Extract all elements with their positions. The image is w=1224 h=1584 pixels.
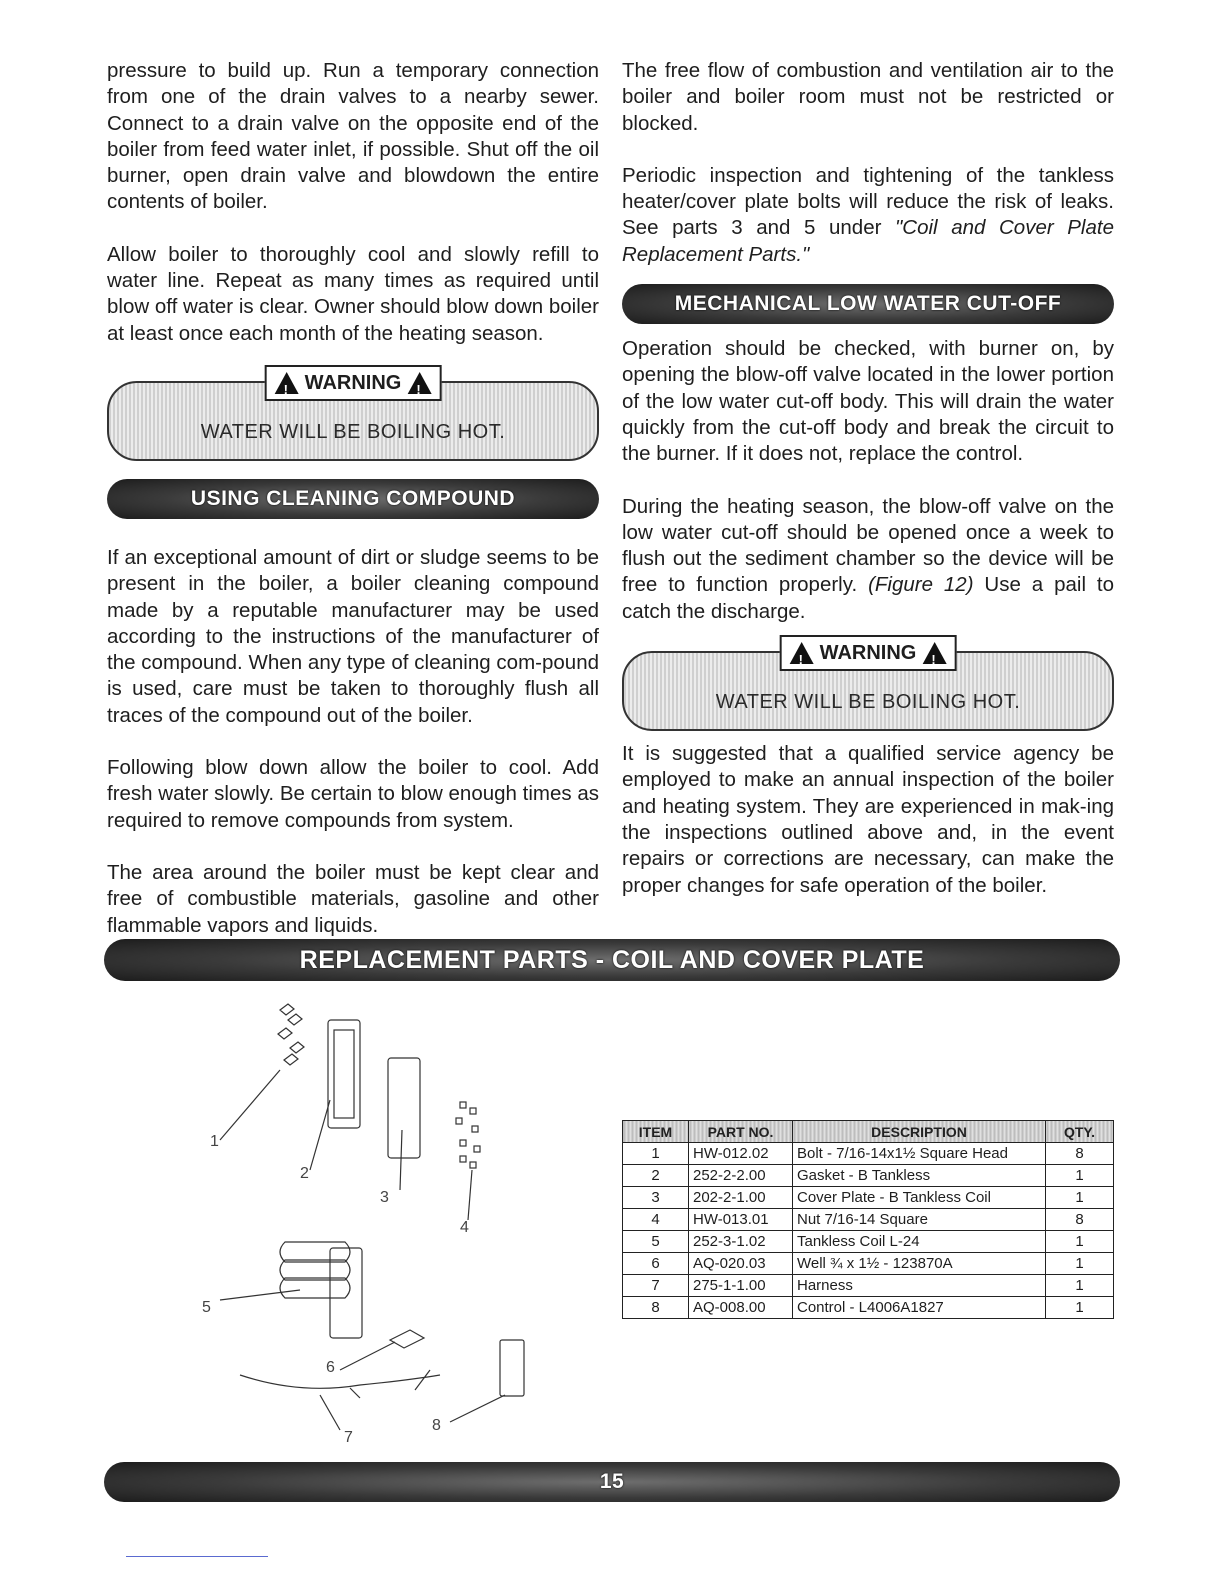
- bolts-icon: [278, 1004, 304, 1065]
- warning-triangle-icon: [790, 642, 814, 664]
- diagram-label: 8: [432, 1417, 441, 1434]
- diagram-label: 5: [202, 1299, 211, 1316]
- col-header-qty: QTY.: [1046, 1121, 1114, 1143]
- table-row: 5 252-3-1.02 Tankless Coil L-24 1: [623, 1231, 1114, 1253]
- divider: [126, 1556, 268, 1557]
- paragraph: It is suggested that a qualified service agency be employed to make an annual inspection of the boiler and heating system. They are experienced in mak-ing the inspections outlined above and, in the event repairs or corrections are necessary, can make the proper changes for safe operation of the boiler.: [622, 742, 1114, 897]
- tankless-coil-icon: [280, 1242, 362, 1338]
- col-header-item: ITEM: [623, 1121, 689, 1143]
- diagram-label: 7: [344, 1429, 353, 1446]
- table-row: 2 252-2-2.00 Gasket - B Tankless 1: [623, 1165, 1114, 1187]
- section-banner-replacement-parts: REPLACEMENT PARTS - COIL AND COVER PLATE: [104, 939, 1120, 981]
- harness-icon: [240, 1370, 440, 1398]
- paragraph: The area around the boiler must be kept clear and free of combustible materials, gasoline and other flammable vapors and liquids.: [107, 860, 599, 937]
- parts-table: [622, 1120, 1114, 1319]
- paragraph: pressure to build up. Run a temporary connection from one of the drain valves to a nearby sewer. Connect to a drain valve on the opposite end of the boiler from feed water inlet, if possible. Shut off the oil burner, open drain valve and blowdown the entire contents of boiler.: [107, 59, 599, 214]
- table-row: 4 HW-013.01 Nut 7/16-14 Square 8: [623, 1209, 1114, 1231]
- warning-triangle-icon: [922, 642, 946, 664]
- table-row: 6 AQ-020.03 Well ¾ x 1½ - 123870A 1: [623, 1253, 1114, 1275]
- warning-text: WATER WILL BE BOILING HOT.: [715, 690, 1021, 713]
- control-icon: [500, 1340, 524, 1396]
- diagram-label: 2: [300, 1165, 309, 1182]
- paragraph: Allow boiler to thoroughly cool and slowly refill to water line. Repeat as many times as required until blow off water is clear. Owner should blow down boiler at least once each month of the heating season.: [107, 242, 599, 345]
- table-row: 7 275-1-1.00 Harness 1: [623, 1275, 1114, 1297]
- warning-triangle-icon: [275, 372, 299, 394]
- paragraph: Following blow down allow the boiler to cool. Add fresh water slowly. Be certain to blow enough times as required to remove compounds from system.: [107, 756, 599, 832]
- paragraph: During the heating season, the blow-off valve on the low water cut-off should be opened once a week to flush out the sediment chamber so the device will be free to function properly. (Figure 12) Use a pail to catch the discharge.: [622, 494, 1114, 623]
- diagram-label: 1: [210, 1133, 219, 1150]
- warning-triangle-icon: [407, 372, 431, 394]
- diagram-label: 3: [380, 1189, 389, 1206]
- paragraph: Periodic inspection and tightening of the tankless heater/cover plate bolts will reduce the risk of leaks. See parts 3 and 5 under "Coil and Cover Plate Replacement Parts.": [622, 163, 1114, 266]
- left-column: [107, 58, 599, 939]
- warning-text: WATER WILL BE BOILING HOT.: [200, 420, 506, 443]
- well-icon: [390, 1330, 424, 1348]
- right-column: [622, 58, 1114, 899]
- diagram-label: 4: [460, 1219, 469, 1236]
- section-banner-cleaning: USING CLEANING COMPOUND: [107, 479, 599, 519]
- page-number: 15: [104, 1462, 1120, 1502]
- paragraph: If an exceptional amount of dirt or sludge seems to be present in the boiler, a boiler cleaning compound made by a reputable manufacturer may be used according to the instructions of the manufacturer of the compound. When any type of cleaning com-pound is used, care must be taken to thoroughly flush all traces of the compound out of the boiler.: [107, 545, 599, 727]
- warning-box: [107, 365, 599, 461]
- col-header-part-no: PART NO.: [689, 1121, 793, 1143]
- paragraph: The free flow of combustion and ventilation air to the boiler and boiler room must not be restricted or blocked.: [622, 59, 1114, 135]
- table-row: 1 HW-012.02 Bolt - 7/16-14x1½ Square Head 8: [623, 1143, 1114, 1165]
- nuts-icon: [456, 1102, 480, 1168]
- diagram-label: 6: [326, 1359, 335, 1376]
- paragraph: Operation should be checked, with burner on, by opening the blow-off valve located in the lower portion of the low water cut-off body. This will drain the water quickly from the cut-off body and break the circuit to the burner. If it does not, replace the control.: [622, 337, 1114, 466]
- cover-plate-icon: [388, 1058, 420, 1158]
- coil-cover-plate-diagram: [180, 990, 580, 1450]
- warning-label: ! WARNING !: [265, 365, 442, 401]
- warning-label: ! WARNING !: [780, 635, 957, 671]
- section-banner-lwco: MECHANICAL LOW WATER CUT-OFF: [622, 284, 1114, 324]
- table-row: 3 202-2-1.00 Cover Plate - B Tankless Coil 1: [623, 1187, 1114, 1209]
- col-header-description: DESCRIPTION: [793, 1121, 1046, 1143]
- gasket-icon: [328, 1020, 360, 1128]
- warning-box: [622, 635, 1114, 731]
- table-header-row: [623, 1121, 1114, 1143]
- table-row: 8 AQ-008.00 Control - L4006A1827 1: [623, 1297, 1114, 1319]
